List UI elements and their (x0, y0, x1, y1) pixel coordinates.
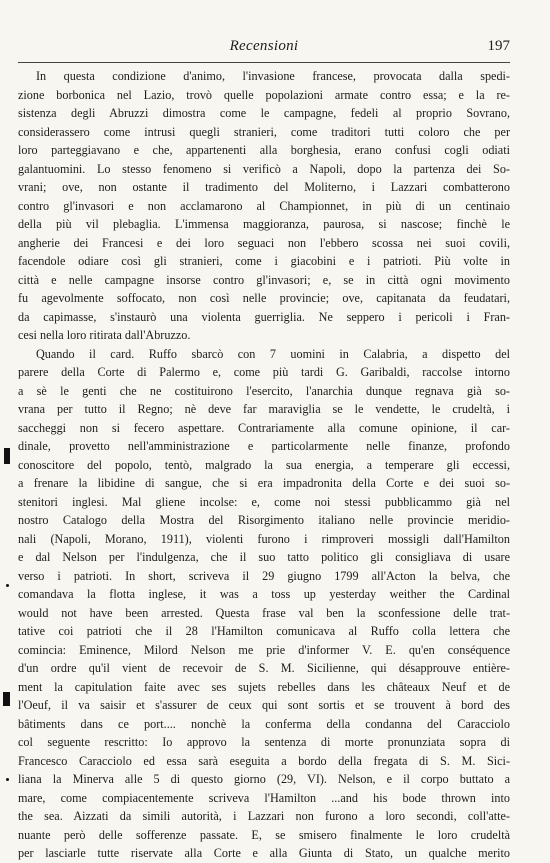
text-line: the sea. Aizzati da simili autorità, i Lazzari non furono a loro secondi, coll'atte- (18, 809, 510, 823)
text-line: considerassero come intrusi quegli stranieri, come traditori tutti coloro che per (18, 124, 510, 139)
text-line: stenitori inglesi. Mal gliene incolse: e, come noi stessi pubblicammo già nel (18, 494, 510, 509)
text-line: angherie dei Francesi e dei loro seguaci non l'ebbero scossa nei suoi covili, (18, 235, 510, 250)
text-line: e dal Nelson per l'indulgenza, che il suo tatto politico gli consigliava di usare (18, 550, 510, 564)
text-line: da capimasse, s'instaurò una violenta guerriglia. Ne seppero i pericoli i Fran- (18, 309, 510, 324)
text-line: zione borbonica nel Lazio, trovò quelle popolazioni armate contro essa; e la re- (18, 87, 510, 102)
text-line: nostro Catalogo della Mostra del Risorgimento italiano nelle provincie meridio- (18, 513, 510, 527)
text-line: comincia: Eminence, Milord Nelson me prie d'informer V. E. qu'en conséquence (18, 642, 510, 657)
text-line: contro gl'invasori e non acclamarono al Championnet, in più di un centinaio (18, 198, 510, 213)
text-line: liana la Minerva alle 5 di questo giorno (29, VI). Nelson, e il corpo buttato a (18, 772, 510, 786)
page-number: 197 (487, 38, 510, 54)
text-line: tative coi patrioti che il 28 l'Hamilton comunicava al Ruffo colla lettera che (18, 624, 510, 638)
text-line: a frenare la libidine di sangue, che si era impadronita della Corte e dei suoi so- (18, 476, 510, 490)
text-line: della più vil plebaglia. L'immensa maggioranza, paurosa, si nascose; finchè le (18, 217, 510, 231)
text-line: In questa condizione d'animo, l'invasione francese, provocata dalla spedi- (36, 69, 510, 83)
text-line: sistenza degli Abruzzi dimostra come le campagne, fedeli al proprio Sovrano, (18, 106, 510, 120)
text-line: would not have been arrested. Questa frase val ben la sconfessione delle trat- (18, 605, 510, 620)
text-line: facendole odiare così gli stranieri, come i giacobini e i patrioti. Più volte in (18, 254, 510, 268)
margin-mark (3, 692, 10, 706)
text-line: comandava la flotta inglese, it was a toss up yesterday weither the Cardinal (18, 587, 510, 601)
text-line: cesi nella loro ritirata dall'Abruzzo. (18, 328, 191, 342)
text-line: galantuomini. Lo stesso fenomeno si verificò a Napoli, dopo la partenza dei So- (18, 161, 510, 176)
text-line: d'un ordre qu'il vient de recevoir de S. M. Sicilienne, qui désapprouve entière- (18, 661, 510, 675)
text-line: verso i patrioti. In short, scriveva il 29 giugno 1799 all'Acton la belva, che (18, 568, 510, 583)
text-line: parere della Corte di Palermo e, come più tardi G. Garibaldi, raccolse intorno (18, 365, 510, 379)
text-line: col seguente rescritto: Io approvo la sentenza di morte pronunziata sopra di (18, 735, 510, 749)
text-line: vrana per tutto il Regno; nè deve far maraviglia se le vendette, le crudeltà, i (18, 402, 510, 416)
header-rule (18, 62, 510, 63)
body-text (18, 67, 510, 863)
text-line: loro parteggiavano e che, appartenenti alla borghesia, erano confusi cogli odiati (18, 143, 510, 157)
text-line: città e nelle campagne insorse contro gl'invasori; e, se in città ogni movimento (18, 272, 510, 287)
text-line: bâtiments dans ce port.... nonchè la conferma della condanna del Caracciolo (18, 716, 510, 731)
text-line: nali (Napoli, Morano, 1911), violenti furono i rimproveri mossigli dall'Hamilton (18, 531, 510, 546)
text-line: dinale, provetto nell'amministrazione e particolarmente nelle finanze, profondo (18, 439, 510, 453)
margin-mark (6, 778, 9, 781)
running-title: Recensioni (229, 38, 299, 54)
text-line: a sè le genti che ne costituirono l'esercito, l'anarchia dunque regnava già so- (18, 383, 510, 398)
text-line: Francesco Caracciolo ed essa sarà eseguita a bordo della fregata di S. M. Sici- (18, 753, 510, 768)
text-line: vrani; ove, non ostante il tradimento del Moliterno, i Lazzari combatterono (18, 180, 510, 194)
text-line: per lasciarle tutte riservate alla Corte e alla Giunta di Stato, un qualche merito (18, 846, 510, 860)
text-line: l'Oeuf, il va saisir et s'assurer de ceux qui sont sortis et se trouvent à bord des (18, 698, 510, 712)
margin-mark (4, 448, 10, 464)
text-line: ment la capitulation faite avec ses sujets rebelles dans les châteaux Neuf et de (18, 679, 510, 694)
text-line: fu agevolmente soffocato, non così nelle provincie; ove, capitanata da feudatari, (18, 291, 510, 305)
running-header (18, 38, 510, 62)
text-line: Quando il card. Ruffo sbarcò con 7 uomini in Calabria, a dispetto del (36, 346, 510, 361)
margin-mark (6, 584, 9, 587)
text-line: nuante però delle sofferenze passate. E, se smisero finalmente le loro crudeltà (18, 827, 510, 842)
text-line: mare, come compiacentemente scriveva l'Hamilton ...and his bode thrown into (18, 790, 510, 805)
text-line: saccheggi non si fecero aspettare. Contrariamente alla comune opinione, il car- (18, 420, 510, 435)
text-line: conoscitore del popolo, tentò, malgrado la sua energia, a temperare gli eccessi, (18, 457, 510, 472)
